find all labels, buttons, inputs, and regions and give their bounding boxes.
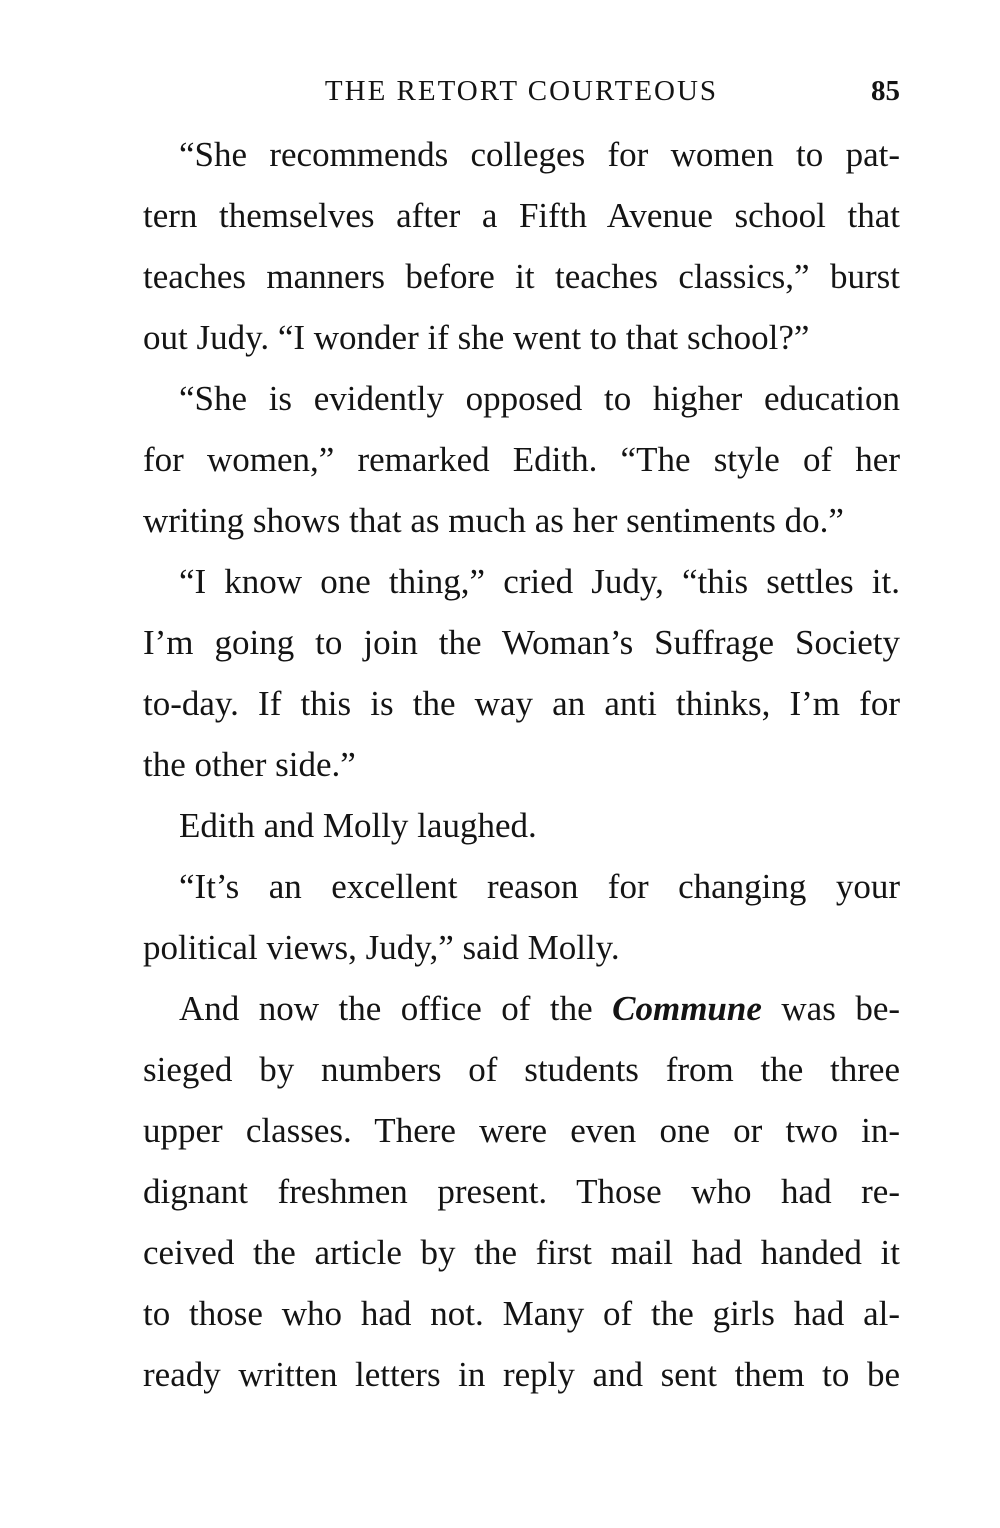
running-title: THE RETORT COURTEOUS: [324, 75, 719, 107]
text-line: Edith and Molly laughed.: [179, 806, 537, 845]
text-line: sieged by numbers of students from the three: [143, 1050, 900, 1089]
text-line: “She is evidently opposed to higher education: [179, 379, 900, 418]
text-line: the other side.”: [143, 745, 356, 784]
text-segment: And now the office of the: [179, 989, 613, 1028]
text-line: dignant freshmen present. Those who had re-: [143, 1172, 900, 1211]
publication-title: Commune: [612, 989, 762, 1028]
text-line: “I know one thing,” cried Judy, “this settles it.: [179, 562, 900, 601]
text-line: ready written letters in reply and sent them to be: [143, 1355, 900, 1394]
text-line: writing shows that as much as her sentiments do.”: [143, 501, 844, 540]
text-line: ceived the article by the first mail had handed it: [143, 1233, 900, 1272]
text-line: “It’s an excellent reason for changing your: [179, 867, 900, 906]
body-text: [143, 124, 900, 1405]
text-line: for women,” remarked Edith. “The style of her: [143, 440, 900, 479]
running-head: [143, 70, 900, 112]
text-line: “She recommends colleges for women to pat-: [179, 135, 900, 174]
text-line: tern themselves after a Fifth Avenue school that: [143, 196, 900, 235]
text-line: out Judy. “I wonder if she went to that school?”: [143, 318, 810, 357]
text-line: to-day. If this is the way an anti thinks, I’m for: [143, 684, 900, 723]
text-line-with-italic: [143, 978, 900, 1039]
text-segment: was be-: [761, 989, 901, 1028]
text-line: I’m going to join the Woman’s Suffrage Society: [143, 623, 900, 662]
text-line: to those who had not. Many of the girls had al-: [143, 1294, 900, 1333]
text-line: upper classes. There were even one or two in-: [143, 1111, 900, 1150]
page-number: 85: [871, 75, 900, 107]
text-line: teaches manners before it teaches classics,” burst: [143, 257, 900, 296]
text-line: political views, Judy,” said Molly.: [143, 928, 620, 967]
